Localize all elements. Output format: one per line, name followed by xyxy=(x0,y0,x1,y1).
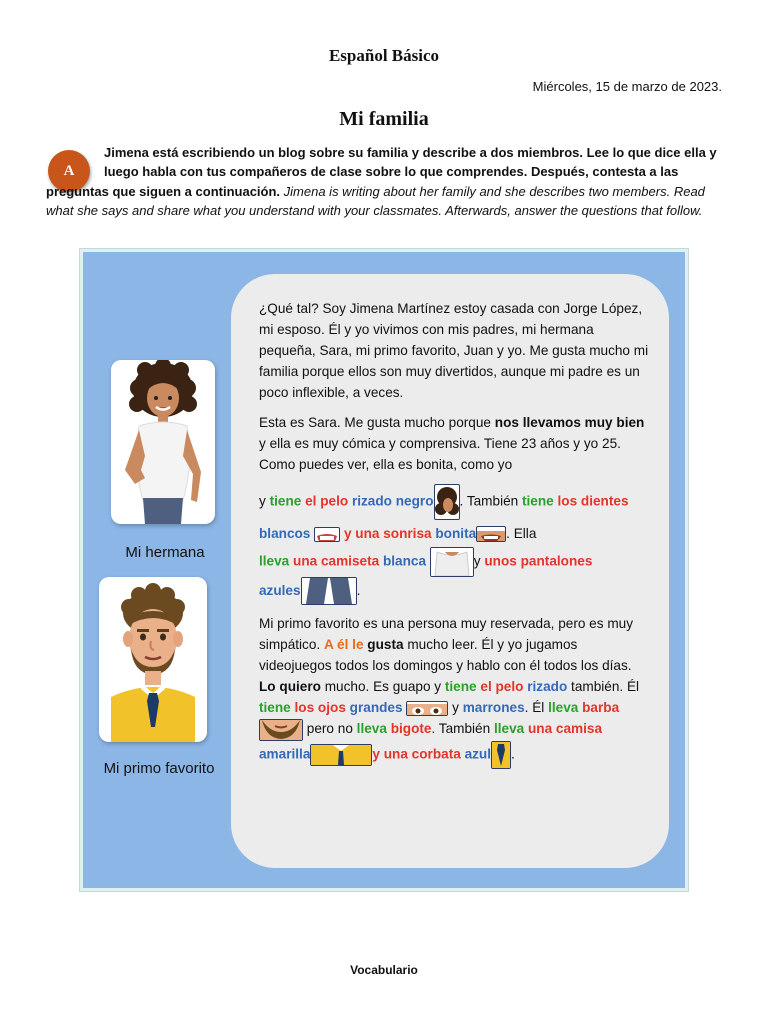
story-text-run: . xyxy=(356,583,361,598)
story-sister-vocab xyxy=(259,484,651,605)
story-text-run: el pelo xyxy=(480,679,524,695)
curly-hair-icon xyxy=(434,484,460,520)
story-text-run: Esta es Sara. Me gusta mucho porque xyxy=(259,415,495,430)
story-text-run: lleva xyxy=(548,700,579,716)
story-text-run: rizado xyxy=(527,679,568,695)
sister-caption: Mi hermana xyxy=(125,544,205,561)
activity-badge: A xyxy=(48,150,90,192)
story-text-run: y xyxy=(452,700,463,716)
white-tshirt-icon xyxy=(430,547,474,577)
story-text-run: tiene xyxy=(259,700,291,716)
activity-instructions xyxy=(46,143,726,221)
story-text xyxy=(259,298,651,778)
story-text-run: y xyxy=(259,493,270,509)
instruction-english: Jimena is writing about her family and she describes two members. Read what she says and share what you understand with your classmates. Afterwards, answer the questions that follow. xyxy=(46,183,705,219)
story-text-run: Mi primo favorito es una persona muy reservada, pero es muy simpático. xyxy=(259,616,633,653)
story-text-run: negro xyxy=(395,493,434,509)
yellow-shirt-icon xyxy=(310,744,372,766)
story-text-run: grandes xyxy=(349,700,403,716)
smile-icon xyxy=(476,526,506,542)
story-text-run: . Él xyxy=(524,700,549,716)
story-text-run: barba xyxy=(582,700,620,716)
story-text-run: y ella es muy cómica y comprensiva. Tiene 23 años y yo 25. Como puedes ver, ella es bonita, como yo xyxy=(259,436,621,472)
blue-pants-icon xyxy=(301,577,357,605)
story-text-run: gusta xyxy=(367,637,404,653)
story-text-run: También xyxy=(438,721,494,737)
story-text-run: lleva xyxy=(356,721,387,737)
story-text-run: una camiseta xyxy=(293,553,380,569)
blue-tie-icon xyxy=(491,741,511,769)
story-text-run: pero no xyxy=(303,721,357,737)
instruction-spanish: Jimena está escribiendo un blog sobre su familia y describe a dos miembros. Lee lo que dice ella y luego habla con tus compañeros de clase sobre lo que comprendes. Después, contesta a las preguntas que siguen a continuación. xyxy=(46,145,717,199)
story-text-run: . Ella xyxy=(506,526,537,541)
story-text-run: los dientes xyxy=(557,493,629,509)
story-text-run: bigote xyxy=(390,721,432,737)
story-text-run: . xyxy=(511,746,515,762)
story-text-run: una corbata xyxy=(383,746,461,762)
story-text-run: bonita xyxy=(435,526,477,541)
sister-illustration xyxy=(111,360,215,524)
story-text-run: azul xyxy=(464,746,492,762)
teeth-icon xyxy=(314,527,340,542)
story-text-run: mucho leer. Él y yo jugamos videojuegos todos los domingos y hablo con él todos los días. xyxy=(259,637,632,674)
story-text-run: una camisa xyxy=(527,721,603,737)
story-text-run: y xyxy=(343,526,356,541)
beard-icon xyxy=(259,719,303,741)
story-text-run: Lo quiero xyxy=(259,679,321,695)
story-text-run: amarilla xyxy=(259,746,311,762)
story-cousin-paragraph xyxy=(259,613,651,768)
story-panel xyxy=(83,252,685,888)
course-title: Español Básico xyxy=(328,46,440,65)
story-text-run: blanca xyxy=(382,553,427,569)
story-text-run: marrones xyxy=(462,700,525,716)
story-text-run: tiene xyxy=(444,679,477,695)
story-text-run: el pelo xyxy=(305,493,349,509)
story-text-run: y xyxy=(473,553,485,569)
footer-vocabulary: Vocabulario xyxy=(350,963,418,977)
story-text-run: blancos xyxy=(259,526,311,541)
page-title: Mi familia xyxy=(339,108,429,130)
story-text-run: los ojos xyxy=(294,700,346,716)
cousin-illustration xyxy=(99,577,207,742)
story-text-run: tiene xyxy=(269,493,302,509)
story-sister-paragraph xyxy=(259,412,651,475)
story-text-run: mucho. Es guapo y xyxy=(320,679,445,695)
story-text-run: rizado xyxy=(351,493,392,509)
story-text-run: también. Él xyxy=(567,679,640,695)
story-text-run: . xyxy=(431,721,436,737)
story-text-run: . También xyxy=(459,493,522,509)
cousin-caption: Mi primo favorito xyxy=(103,760,215,777)
story-text-run: nos llevamos muy bien xyxy=(494,415,645,430)
story-text-run: lleva xyxy=(259,553,290,569)
story-text-run: azules xyxy=(259,583,301,598)
date: Miércoles, 15 de marzo de 2023. xyxy=(532,79,722,94)
story-text-run: una sonrisa xyxy=(355,526,432,541)
story-text-run: unos pantalones xyxy=(484,553,593,569)
story-intro: ¿Qué tal? Soy Jimena Martínez estoy casada con Jorge López, mi esposo. Él y yo vivimos con mis padres, mi hermana pequeña, Sara, mi primo favorito, Juan y yo. Me gusta mucho mi familia porque ellos son muy divertidos, aunque mi padre es un poco inflexible, a veces. xyxy=(259,301,649,400)
brown-eyes-icon xyxy=(406,701,448,716)
story-text-run: y xyxy=(372,746,384,762)
story-text-run: lleva xyxy=(493,721,525,737)
story-text-run: A él le xyxy=(323,637,364,653)
story-text-run: tiene xyxy=(521,493,554,509)
